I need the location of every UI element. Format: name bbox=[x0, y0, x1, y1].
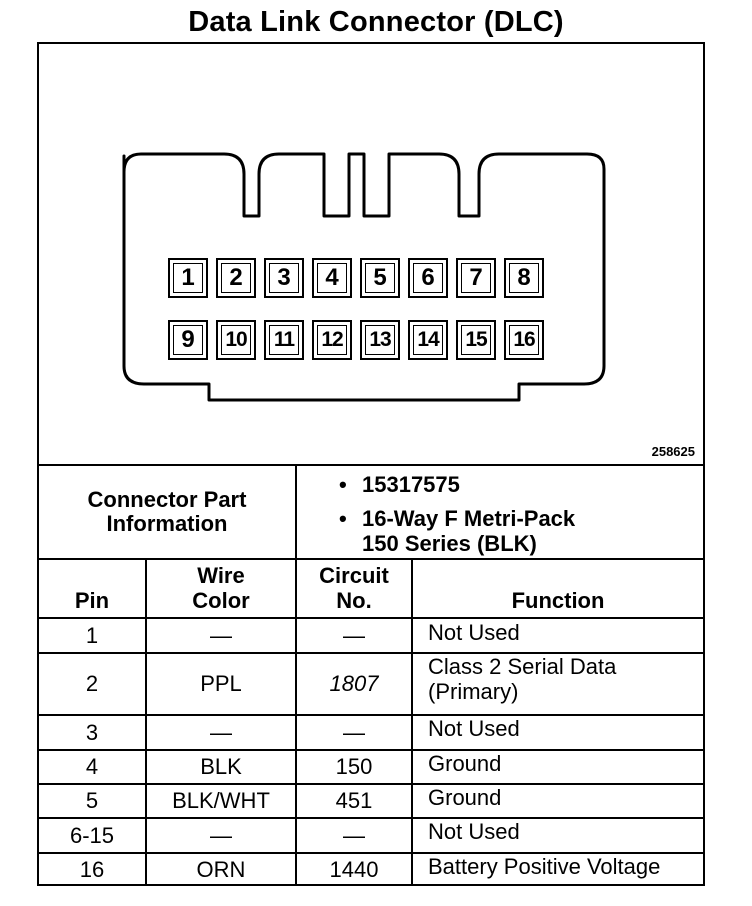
cell-pin: 1 bbox=[85, 623, 99, 648]
header-pin bbox=[39, 560, 145, 617]
connector-pin-15 bbox=[456, 320, 496, 360]
pin-number: 11 bbox=[273, 328, 295, 351]
cell-function bbox=[413, 654, 703, 714]
connector-pin-9 bbox=[168, 320, 208, 360]
cell-pin: 4 bbox=[85, 754, 99, 779]
header-circuit-no bbox=[297, 560, 411, 617]
connector-pin-5 bbox=[360, 258, 400, 298]
header-circuit-label-line1: Circuit bbox=[319, 563, 389, 588]
bullet-icon: • bbox=[339, 472, 347, 497]
header-divider bbox=[39, 617, 703, 619]
function-text: Not Used bbox=[428, 819, 520, 844]
cell-circuit: — bbox=[343, 822, 365, 848]
pin-number: 16 bbox=[513, 328, 535, 351]
pin-number: 7 bbox=[469, 264, 483, 291]
cell-function bbox=[413, 751, 703, 783]
pin-number: 6 bbox=[421, 264, 435, 291]
part-info-label bbox=[39, 466, 295, 558]
connector-pin-3 bbox=[264, 258, 304, 298]
function-text: Ground bbox=[428, 751, 502, 776]
pin-number: 8 bbox=[517, 264, 531, 291]
connector-pin-8 bbox=[504, 258, 544, 298]
cell-circuit: — bbox=[343, 623, 365, 648]
cell-circuit: — bbox=[343, 719, 365, 745]
connector-pin-1 bbox=[168, 258, 208, 298]
pin-number: 9 bbox=[181, 326, 195, 353]
connector-pin-10 bbox=[216, 320, 256, 360]
part-number: 15317575 bbox=[362, 472, 460, 497]
cell-wire: PPL bbox=[200, 671, 242, 696]
connector-diagram bbox=[39, 44, 707, 466]
cell-pin: 3 bbox=[85, 719, 99, 745]
header-pin-label: Pin bbox=[74, 588, 110, 613]
pin-number: 10 bbox=[225, 328, 247, 351]
connector-pin-13 bbox=[360, 320, 400, 360]
cell-wire: — bbox=[210, 719, 232, 745]
header-wire-color bbox=[147, 560, 295, 617]
connector-pin-16 bbox=[504, 320, 544, 360]
cell-wire: BLK/WHT bbox=[172, 788, 270, 813]
connector-outline bbox=[39, 44, 707, 466]
connector-pin-2 bbox=[216, 258, 256, 298]
connector-pin-4 bbox=[312, 258, 352, 298]
connector-pin-11 bbox=[264, 320, 304, 360]
function-text: Ground bbox=[428, 785, 502, 810]
pin-number: 3 bbox=[277, 264, 291, 291]
figure-number: 258625 bbox=[651, 444, 695, 459]
cell-pin: 6-15 bbox=[69, 822, 115, 848]
cell-pin: 5 bbox=[85, 788, 99, 813]
pin-number: 12 bbox=[321, 328, 343, 351]
function-text: Class 2 Serial Data bbox=[428, 654, 617, 679]
connector-pin-7 bbox=[456, 258, 496, 298]
header-circuit-label-line2: No. bbox=[336, 588, 372, 613]
connector-pin-12 bbox=[312, 320, 352, 360]
header-wire-label-line2: Color bbox=[192, 588, 250, 613]
cell-pin: 2 bbox=[85, 671, 99, 696]
connector-pin-6 bbox=[408, 258, 448, 298]
cell-function bbox=[413, 785, 703, 817]
cell-circuit: 1440 bbox=[329, 857, 379, 882]
function-text: Not Used bbox=[428, 620, 520, 645]
cell-wire: — bbox=[210, 623, 232, 648]
cell-function bbox=[413, 819, 703, 852]
cell-function bbox=[413, 620, 703, 652]
cell-wire: ORN bbox=[196, 857, 246, 882]
header-wire-label-line1: Wire bbox=[197, 563, 245, 588]
pin-number: 13 bbox=[369, 328, 391, 351]
cell-wire: — bbox=[210, 822, 232, 848]
pin-number: 14 bbox=[417, 328, 439, 351]
cell-circuit: 451 bbox=[335, 788, 373, 813]
pin-number: 4 bbox=[325, 264, 339, 291]
cell-circuit: 1807 bbox=[329, 671, 379, 696]
header-function-label: Function bbox=[511, 588, 605, 613]
part-info-label-line1: Connector Part bbox=[87, 487, 247, 512]
part-info-column-divider bbox=[295, 464, 297, 559]
page-title: Data Link Connector (DLC) bbox=[188, 6, 564, 38]
pin-number: 2 bbox=[229, 264, 243, 291]
cell-pin: 16 bbox=[79, 857, 105, 882]
function-text: Not Used bbox=[428, 716, 520, 741]
part-info-label-line2: Information bbox=[106, 511, 228, 536]
function-text: Battery Positive Voltage bbox=[428, 854, 661, 879]
pin-number: 15 bbox=[465, 328, 487, 351]
bullet-icon: • bbox=[339, 506, 347, 531]
cell-function bbox=[413, 854, 703, 886]
pin-number: 5 bbox=[373, 264, 387, 291]
cell-function bbox=[413, 716, 703, 749]
part-description-line1: 16-Way F Metri-Pack bbox=[362, 506, 576, 531]
pin-number: 1 bbox=[181, 264, 195, 291]
function-text-line2: (Primary) bbox=[428, 679, 519, 704]
connector-pin-14 bbox=[408, 320, 448, 360]
part-description-line2: 150 Series (BLK) bbox=[362, 531, 537, 556]
header-function bbox=[413, 560, 703, 617]
cell-wire: BLK bbox=[200, 754, 242, 779]
cell-circuit: 150 bbox=[335, 754, 373, 779]
diagram-frame bbox=[37, 42, 705, 886]
